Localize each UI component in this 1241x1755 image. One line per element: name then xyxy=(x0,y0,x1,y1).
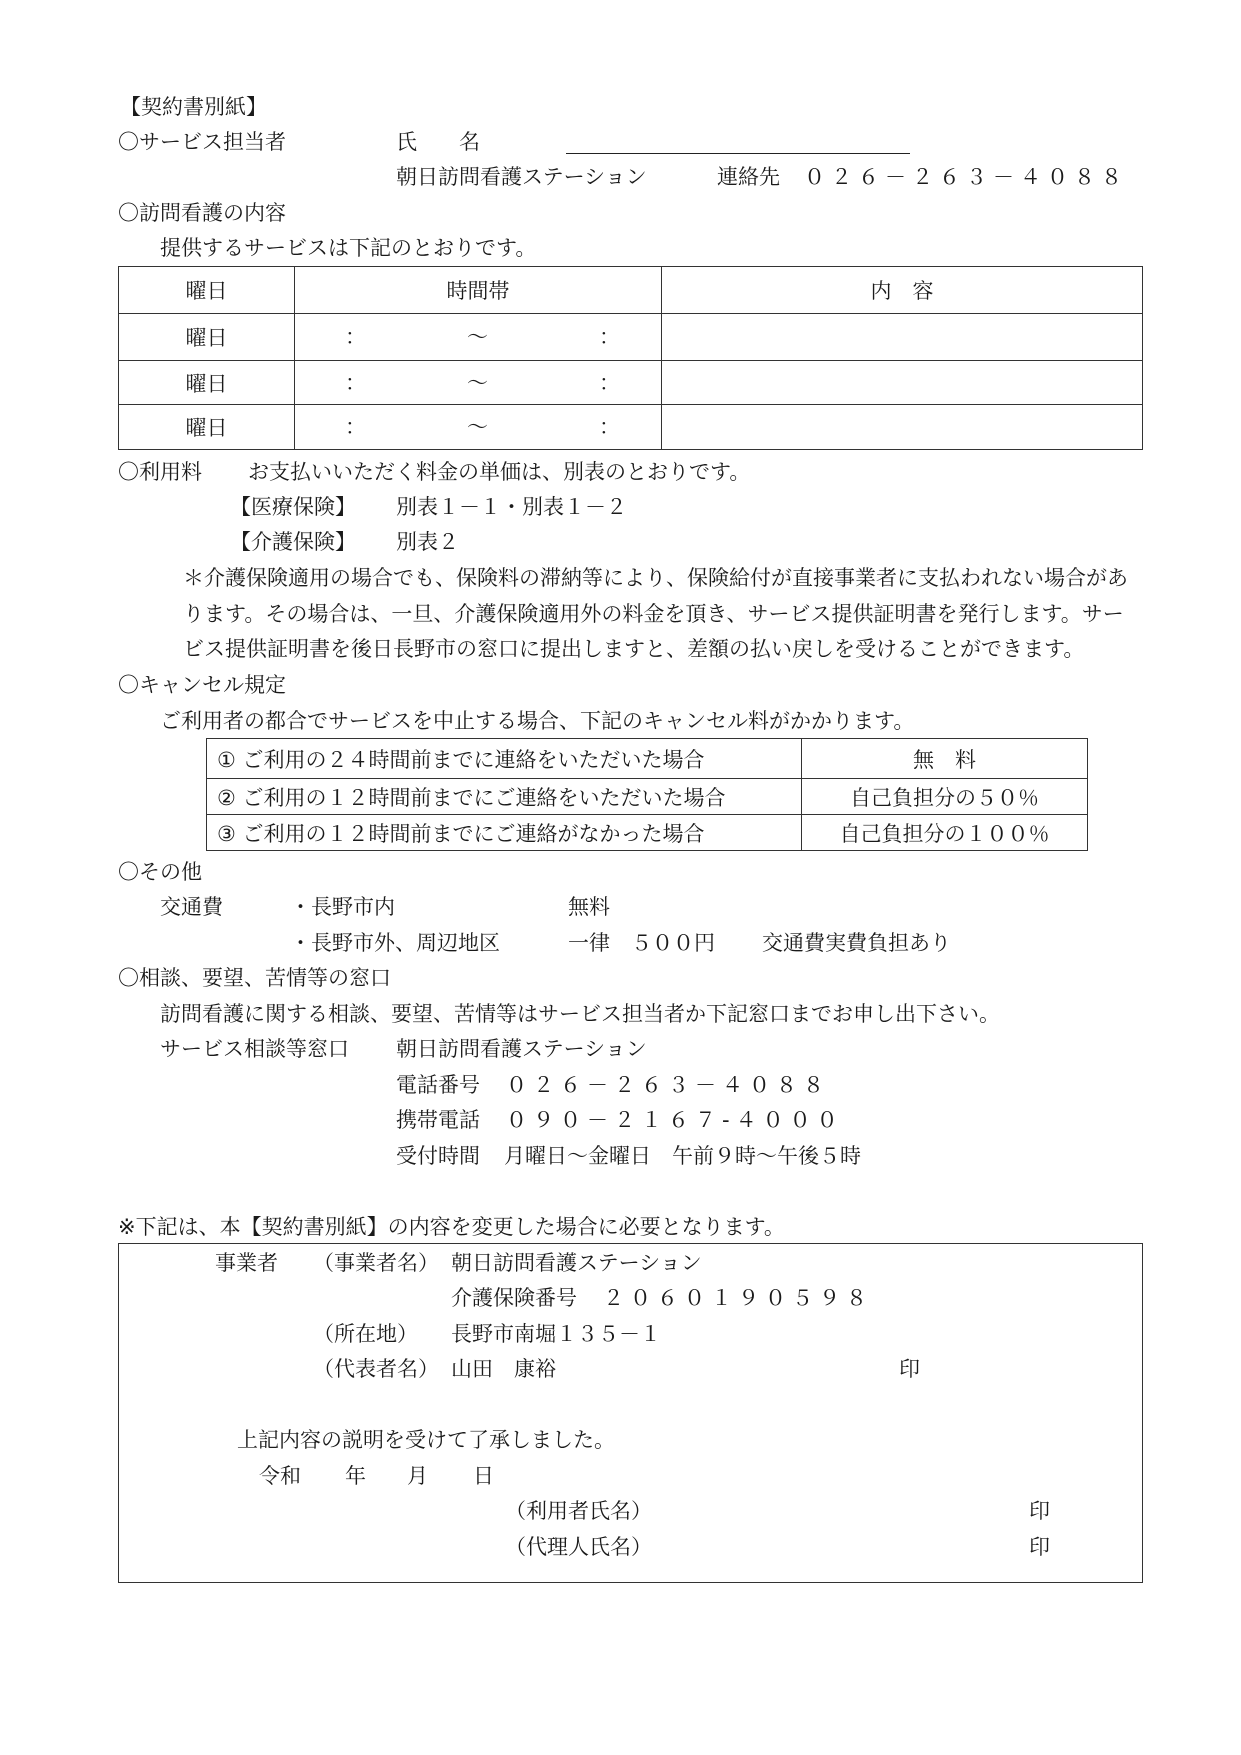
table-row xyxy=(207,815,1088,851)
table-row xyxy=(119,361,1143,405)
outside-note: 交通費実費負担あり xyxy=(762,931,951,955)
care-insurance-value: 別表２ xyxy=(396,530,459,554)
end-time-colon: ： xyxy=(599,371,620,395)
fees-note-line-1: ＊介護保険適用の場合でも、保険料の滞納等により、保険給付が直接事業者に支払われない場合があ xyxy=(183,566,1128,590)
contact-label: 連絡先 xyxy=(717,165,780,189)
medical-insurance-label: 【医療保険】 xyxy=(230,495,356,519)
agent-seal: 印 xyxy=(1029,1535,1050,1559)
day-cell: 曜日 xyxy=(119,361,295,405)
agent-name-label: （代理人氏名） xyxy=(505,1535,652,1559)
transport-label: 交通費 xyxy=(160,895,223,919)
visit-content-intro: 提供するサービスは下記のとおりです。 xyxy=(160,236,537,260)
cancel-heading: 〇キャンセル規定 xyxy=(118,673,286,697)
hours-label: 受付時間 xyxy=(396,1144,480,1168)
fees-note-line-3: ビス提供証明書を後日長野市の窓口に提出しますと、差額の払い戻しを受けることができます。 xyxy=(183,637,1085,661)
contact-phone: ０２６－２６３－４０８８ xyxy=(804,165,1128,189)
consultation-window-label: サービス相談等窓口 xyxy=(160,1037,349,1061)
consultation-org: 朝日訪問看護ステーション xyxy=(396,1037,647,1061)
visit-content-heading: 〇訪問看護の内容 xyxy=(118,201,286,225)
cancel-fee: 自己負担分の１００％ xyxy=(802,815,1088,851)
cancel-condition: ① ご利用の２４時間前までに連絡をいただいた場合 xyxy=(207,739,802,779)
day-label: 日 xyxy=(473,1464,494,1488)
table-row xyxy=(207,739,1088,779)
provider-name-label: （事業者名） xyxy=(313,1251,439,1275)
signature-box xyxy=(118,1243,1143,1583)
time-cell xyxy=(295,314,662,361)
service-staff-org: 朝日訪問看護ステーション xyxy=(396,165,647,189)
content-cell xyxy=(662,314,1143,361)
fees-description: お支払いいただく料金の単価は、別表のとおりです。 xyxy=(248,460,751,484)
provider-name: 朝日訪問看護ステーション xyxy=(451,1251,702,1275)
address: 長野市南堀１３５－１ xyxy=(451,1322,661,1346)
cancel-fee: 自己負担分の５０％ xyxy=(802,779,1088,815)
header-time: 時間帯 xyxy=(295,267,662,314)
other-heading: 〇その他 xyxy=(118,860,202,884)
mobile-label: 携帯電話 xyxy=(396,1108,480,1132)
cancel-condition: ② ご利用の１２時間前までにご連絡をいただいた場合 xyxy=(207,779,802,815)
inside-area: ・長野市内 xyxy=(290,895,395,919)
day-cell: 曜日 xyxy=(119,405,295,450)
representative-label: （代表者名） xyxy=(313,1357,439,1381)
change-note: ※下記は、本【契約書別紙】の内容を変更した場合に必要となります。 xyxy=(118,1215,785,1239)
cancellation-table xyxy=(206,738,1088,851)
user-name-label: （利用者氏名） xyxy=(505,1499,652,1523)
consultation-heading: 〇相談、要望、苦情等の窓口 xyxy=(118,966,391,990)
inside-fee: 無料 xyxy=(568,895,610,919)
provider-label: 事業者 xyxy=(215,1251,278,1275)
outside-area: ・長野市外、周辺地区 xyxy=(290,931,500,955)
insurance-number-label: 介護保険番号 xyxy=(451,1286,577,1310)
cancel-condition: ③ ご利用の１２時間前までにご連絡がなかった場合 xyxy=(207,815,802,851)
table-row xyxy=(207,779,1088,815)
user-seal: 印 xyxy=(1029,1499,1050,1523)
insurance-number: ２０６０１９０５９８ xyxy=(603,1286,873,1310)
cancel-intro: ご利用者の都合でサービスを中止する場合、下記のキャンセル料がかかります。 xyxy=(160,709,915,733)
document-title: 【契約書別紙】 xyxy=(120,95,267,119)
service-staff-label: 〇サービス担当者 xyxy=(118,130,286,154)
phone-number: ０２６－２６３－４０８８ xyxy=(506,1073,830,1097)
content-cell xyxy=(662,361,1143,405)
representative-name: 山田 康裕 xyxy=(451,1357,556,1381)
header-content: 内 容 xyxy=(662,267,1143,314)
month-label: 月 xyxy=(407,1464,428,1488)
cancel-fee: 無 料 xyxy=(802,739,1088,779)
time-cell xyxy=(295,405,662,450)
time-tilde: ～ xyxy=(467,371,488,395)
table-row xyxy=(119,314,1143,361)
consultation-intro: 訪問看護に関する相談、要望、苦情等はサービス担当者か下記窓口までお申し出下さい。 xyxy=(160,1002,1000,1026)
table-row xyxy=(119,405,1143,450)
visit-schedule-table xyxy=(118,266,1143,450)
acknowledge-text: 上記内容の説明を受けて了承しました。 xyxy=(237,1428,615,1452)
name-signature-line xyxy=(566,153,910,154)
mobile-number: ０９０－２１６７-４０００ xyxy=(506,1108,844,1132)
header-day: 曜日 xyxy=(119,267,295,314)
hours-value: 月曜日～金曜日 午前９時～午後５時 xyxy=(504,1144,861,1168)
day-cell: 曜日 xyxy=(119,314,295,361)
fees-heading: 〇利用料 xyxy=(118,460,202,484)
table-header-row xyxy=(119,267,1143,314)
outside-fee: 一律 ５００円 xyxy=(568,931,715,955)
year-label: 年 xyxy=(345,1464,366,1488)
phone-label: 電話番号 xyxy=(396,1073,480,1097)
time-tilde: ～ xyxy=(467,415,488,439)
time-tilde: ～ xyxy=(467,325,488,349)
start-time-colon: ： xyxy=(345,415,366,439)
content-cell xyxy=(662,405,1143,450)
fees-note-line-2: ります。その場合は、一旦、介護保険適用外の料金を頂き、サービス提供証明書を発行します。サー xyxy=(183,602,1124,626)
start-time-colon: ： xyxy=(345,371,366,395)
end-time-colon: ： xyxy=(599,325,620,349)
start-time-colon: ： xyxy=(345,325,366,349)
care-insurance-label: 【介護保険】 xyxy=(230,530,356,554)
name-label: 氏 名 xyxy=(396,130,480,154)
era-label: 令和 xyxy=(259,1464,301,1488)
address-label: （所在地） xyxy=(313,1322,418,1346)
time-cell xyxy=(295,361,662,405)
representative-seal: 印 xyxy=(899,1357,920,1381)
medical-insurance-value: 別表１－１・別表１－２ xyxy=(396,495,627,519)
end-time-colon: ： xyxy=(599,415,620,439)
